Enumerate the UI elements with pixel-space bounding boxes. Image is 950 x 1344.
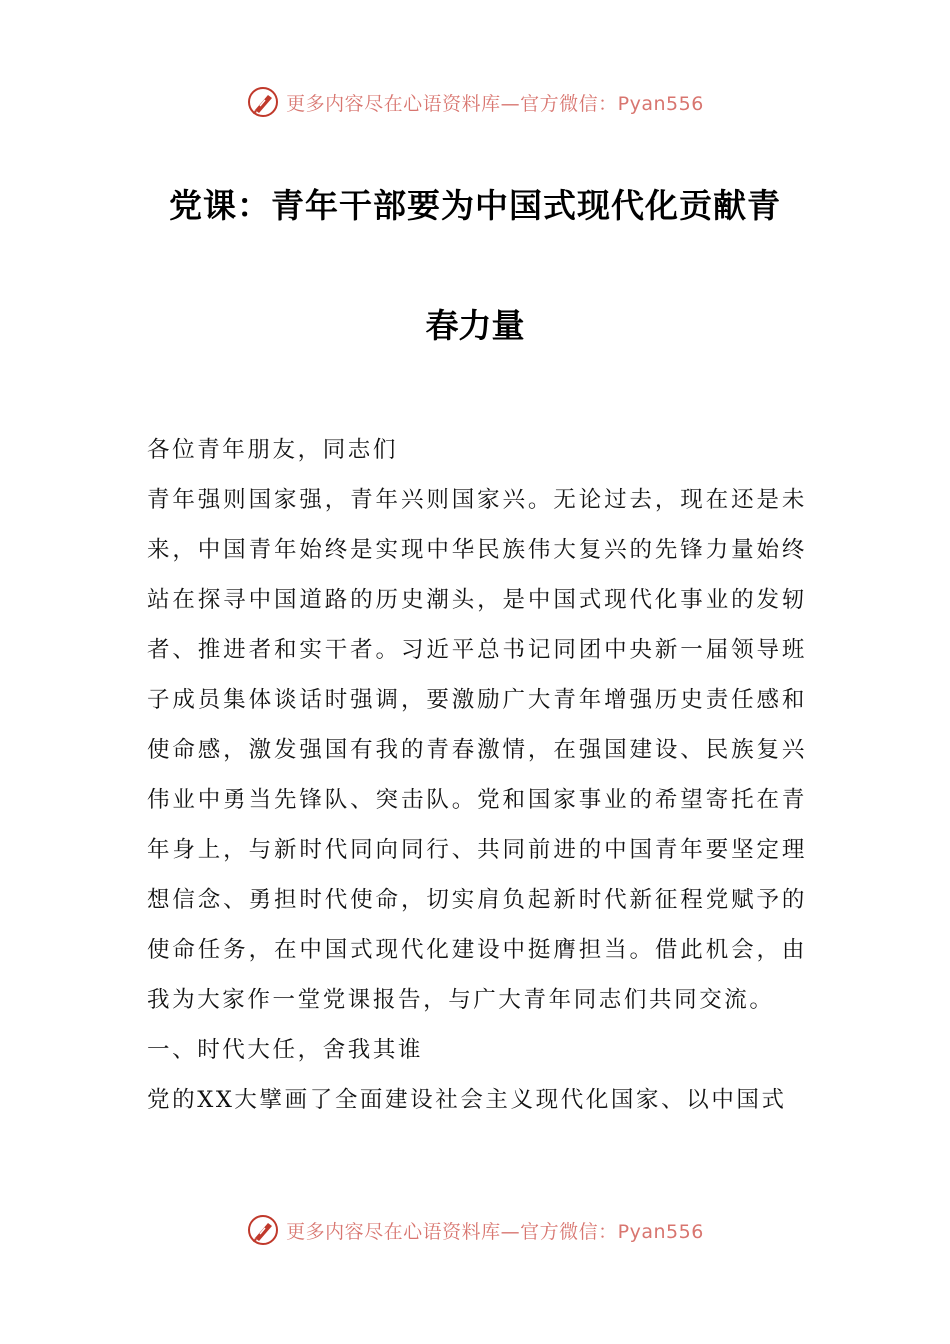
footer-watermark-banner: [0, 1210, 950, 1250]
header-watermark-banner: [0, 82, 950, 122]
pen-nib-logo-icon: [246, 1213, 280, 1247]
section-heading-1: 一、时代大任，舍我其谁: [147, 1037, 424, 1063]
document-body: [147, 425, 807, 1125]
paragraph-intro: 青年强则国家强，青年兴则国家兴。无论过去，现在还是未来，中国青年始终是实现中华民族伟大复兴的先锋力量始终站在探寻中国道路的历史潮头，是中国式现代化事业的发轫者、推进者和实干者。习近平总书记同团中央新一届领导班子成员集体谈话时强调，要激励广大青年增强历史责任感和使命感，激发强国有我的青春激情，在强国建设、民族复兴伟业中勇当先锋队、突击队。党和国家事业的希望寄托在青年身上，与新时代同向同行、共同前进的中国青年要坚定理想信念、勇担时代使命，切实肩负起新时代新征程党赋予的使命任务，在中国式现代化建设中挺膺担当。借此机会，由我为大家作一堂党课报告，与广大青年同志们共同交流。: [147, 487, 807, 1013]
document-title-line-1: 党课：青年干部要为中国式现代化贡献青: [169, 186, 781, 225]
watermark-text: 更多内容尽在心语资料库—官方微信：Pyan556: [286, 92, 704, 115]
pen-nib-logo-icon: [246, 85, 280, 119]
document-title-line-2: 春力量: [425, 306, 525, 345]
salutation: 各位青年朋友，同志们: [147, 437, 399, 463]
watermark-text: 更多内容尽在心语资料库—官方微信：Pyan556: [286, 1220, 704, 1243]
paragraph-section-1-start: 党的XX大擘画了全面建设社会主义现代化国家、以中国式: [147, 1087, 787, 1113]
